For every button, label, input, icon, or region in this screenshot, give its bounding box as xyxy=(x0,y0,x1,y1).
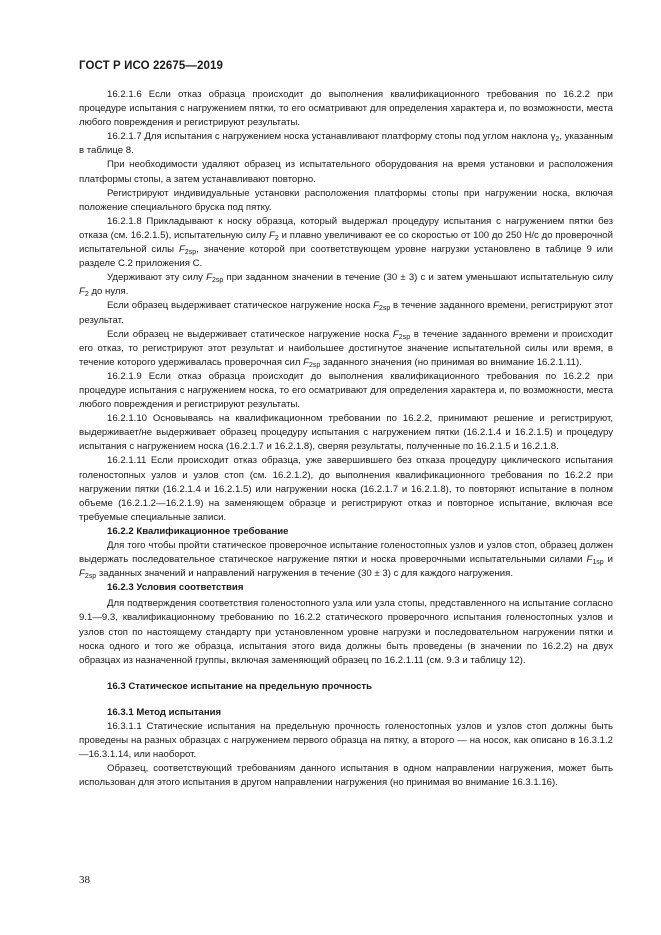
variable: F xyxy=(303,356,309,368)
variable: F xyxy=(392,328,399,340)
section-heading xyxy=(79,706,613,720)
text-run: 16.2.1.7 Для испытания с нагружением носка устанавливают платформу стопы под углом наклона γ xyxy=(107,131,556,143)
text-run: Если образец не выдерживает статическое нагружение носка xyxy=(107,328,393,340)
text-run: 16.2.2 Квалификационное требование xyxy=(107,525,289,537)
text-run: 16.2.1.11 Если происходит отказ образца, уже завершившего без отказа процедуру циклического испытания голеностопных узлов и узлов стоп (см. 16.2.1.2), до выполнения квалификационного требования по 16.2.2 при нагружении пятки (16.2.1.4 и 16.2.1.5) или нагружении носка (16.2.1.7 и 16.2.1.8), то повторяют испытание в полном объеме (16.2.1.2—16.2.1.9) на заменяющем образце и регистрируют отказ и повторное испытание, включая все требуемые специальные записи. xyxy=(79,455,613,523)
text-run: 16.3.1 Метод испытания xyxy=(107,706,222,718)
variable: F xyxy=(373,300,379,312)
text-run: 16.2.1.10 Основываясь на квалификационном требовании по 16.2.2, принимают решение и регистрируют, выдерживает/не выдерживает образец процедуру испытания с нагружением пятки (16.2.1.4 и 16.2.1.5) и процедуру испытания с нагружением носка (16.2.1.7 и 16.2.1.8), сверяя результаты, полученные по 16.2.1.5 и 16.2.1.8. xyxy=(79,413,613,453)
text-run: и плавно увеличивают ее со скоростью от 100 до 250 Н/с до проверочной испытательной силы xyxy=(79,229,614,256)
subscript: 2sp xyxy=(84,573,97,581)
variable: F xyxy=(206,272,213,284)
subscript: 2 xyxy=(84,291,89,299)
subscript: 2sp xyxy=(309,361,321,369)
paragraph xyxy=(79,328,613,370)
subscript: 2sp xyxy=(184,249,197,257)
paragraph xyxy=(79,130,613,158)
text-run: в течение заданного времени и происходит его отказ, то регистрируют этот результат и наибольшее достигнутое значение испытательной силы или время, в течение которого удерживалась проверочная сил xyxy=(79,328,613,368)
text-run: в течение заданного времени, регистрируют этот результат. xyxy=(79,300,613,326)
text-run: Для подтверждения соответствия голеностопного узла или узла стопы, представленного на испытание согласно 9.1—9.3, квалификационному требованию по 16.2.2 статического проверочного испытания голеностопных узлов и узлов стоп по настоящему стандарту при установленном уровне нагрузки и последовательном нагружении пятки и носка одного и того же образца, испытания этого вида должны быть проведены (в значении по 16.2.2) на двух образцах из назначенной группы, включая заменяющий образец по 16.2.1.11 (см. 9.3 и таблицу 12). xyxy=(79,598,613,666)
variable: F xyxy=(269,229,275,241)
text-run: заданных значений и направлений нагружения в течение (30 ± 3) с для каждого нагружения. xyxy=(96,568,514,580)
subscript: 2sp xyxy=(212,277,224,285)
text-run: 16.3.1.1 Статические испытания на предельную прочность голеностопных узлов и узлов стоп должны быть проведены на разных образцах с нагружением первого образца на пятку, а второго — на носок, как описано в 16.3.1.2—16.3.1.14, или наоборот. xyxy=(79,721,613,761)
text-run: и xyxy=(603,554,613,566)
paragraph xyxy=(79,412,613,454)
paragraph xyxy=(79,370,613,412)
paragraph xyxy=(79,454,613,524)
document-header: ГОСТ Р ИСО 22675—2019 xyxy=(79,60,224,72)
paragraph xyxy=(79,158,613,186)
paragraph xyxy=(79,539,613,581)
document-body xyxy=(79,88,613,791)
text-run: Для того чтобы пройти статическое проверочное испытание голеностопных узлов и узлов стоп, образец должен выдержать последовательное статическое нагружение пятки и носка проверочными испытательными силами xyxy=(79,540,613,566)
text-run: Образец, соответствующий требованиям данного испытания в одном направлении нагружения, может быть использован для этого испытания в другом направлении нагружения (но принимая во внимание 16.3.1.16). xyxy=(79,763,613,789)
variable: F xyxy=(79,568,85,580)
paragraph xyxy=(79,88,613,130)
subscript: 2sp xyxy=(398,333,411,341)
section-heading xyxy=(79,680,613,694)
paragraph xyxy=(79,187,613,215)
text-run: 16.2.1.6 Если отказ образца происходит до выполнения квалификационного требования по 16.2.2 при процедуре испытания с нагружением пятки, то его осматривают для определения характера и, по возможности, места любого повреждения и регистрируют результаты. xyxy=(79,89,613,129)
paragraph xyxy=(79,215,613,271)
text-run: При необходимости удаляют образец из испытательного оборудования на время установки и расположения платформы стопы, а затем устанавливают повторно. xyxy=(79,159,613,185)
section-heading xyxy=(79,525,613,539)
text-run: 16.2.1.9 Если отказ образца происходит до выполнения квалификационного требования по 16.2.2 при процедуре испытания с нагружением носка, то его осматривают для определения характера и, по возможности, места любого повреждения и регистрируют результаты. xyxy=(79,370,613,411)
paragraph xyxy=(79,299,613,327)
text-run: при заданном значении в течение (30 ± 3) с и затем уменьшают испытательную силу xyxy=(223,272,614,284)
text-run: до нуля. xyxy=(88,286,129,298)
text-run: заданного значения (но принимая во внимание 16.2.1.11). xyxy=(320,356,582,368)
text-run: , значение которой при соответствующем уровне нагрузки установлено в таблице 9 или разделе С.2 приложения С. xyxy=(79,244,613,270)
subscript: 2sp xyxy=(378,305,391,313)
text-run: Удерживают эту силу xyxy=(107,272,207,284)
paragraph xyxy=(79,271,613,299)
subscript: 1sp xyxy=(592,559,604,567)
text-run: Если образец выдерживает статическое нагружение носка xyxy=(107,300,374,312)
text-run: , указанным в таблице 8. xyxy=(79,131,613,157)
subscript: 2 xyxy=(274,234,279,242)
text-run: 16.2.1.8 Прикладывают к носку образца, который выдержал процедуру испытания с нагружением пятки без отказа (см. 16.2.1.5), испытательную силу xyxy=(79,215,613,241)
paragraph xyxy=(79,720,613,762)
paragraph xyxy=(79,762,613,790)
text-run: Регистрируют индивидуальные установки расположения платформы стопы при нагружении носка, включая положение специального бруска под пятку. xyxy=(79,187,613,213)
text-run: 16.2.3 Условия соответствия xyxy=(107,582,244,594)
variable: F xyxy=(79,286,85,298)
variable: F xyxy=(586,554,593,566)
subscript: 2 xyxy=(555,136,560,144)
paragraph xyxy=(79,597,613,667)
section-heading xyxy=(79,581,613,595)
page-number: 38 xyxy=(79,874,90,886)
text-run: 16.3 Статическое испытание на предельную прочность xyxy=(107,680,372,692)
variable: F xyxy=(178,244,185,256)
